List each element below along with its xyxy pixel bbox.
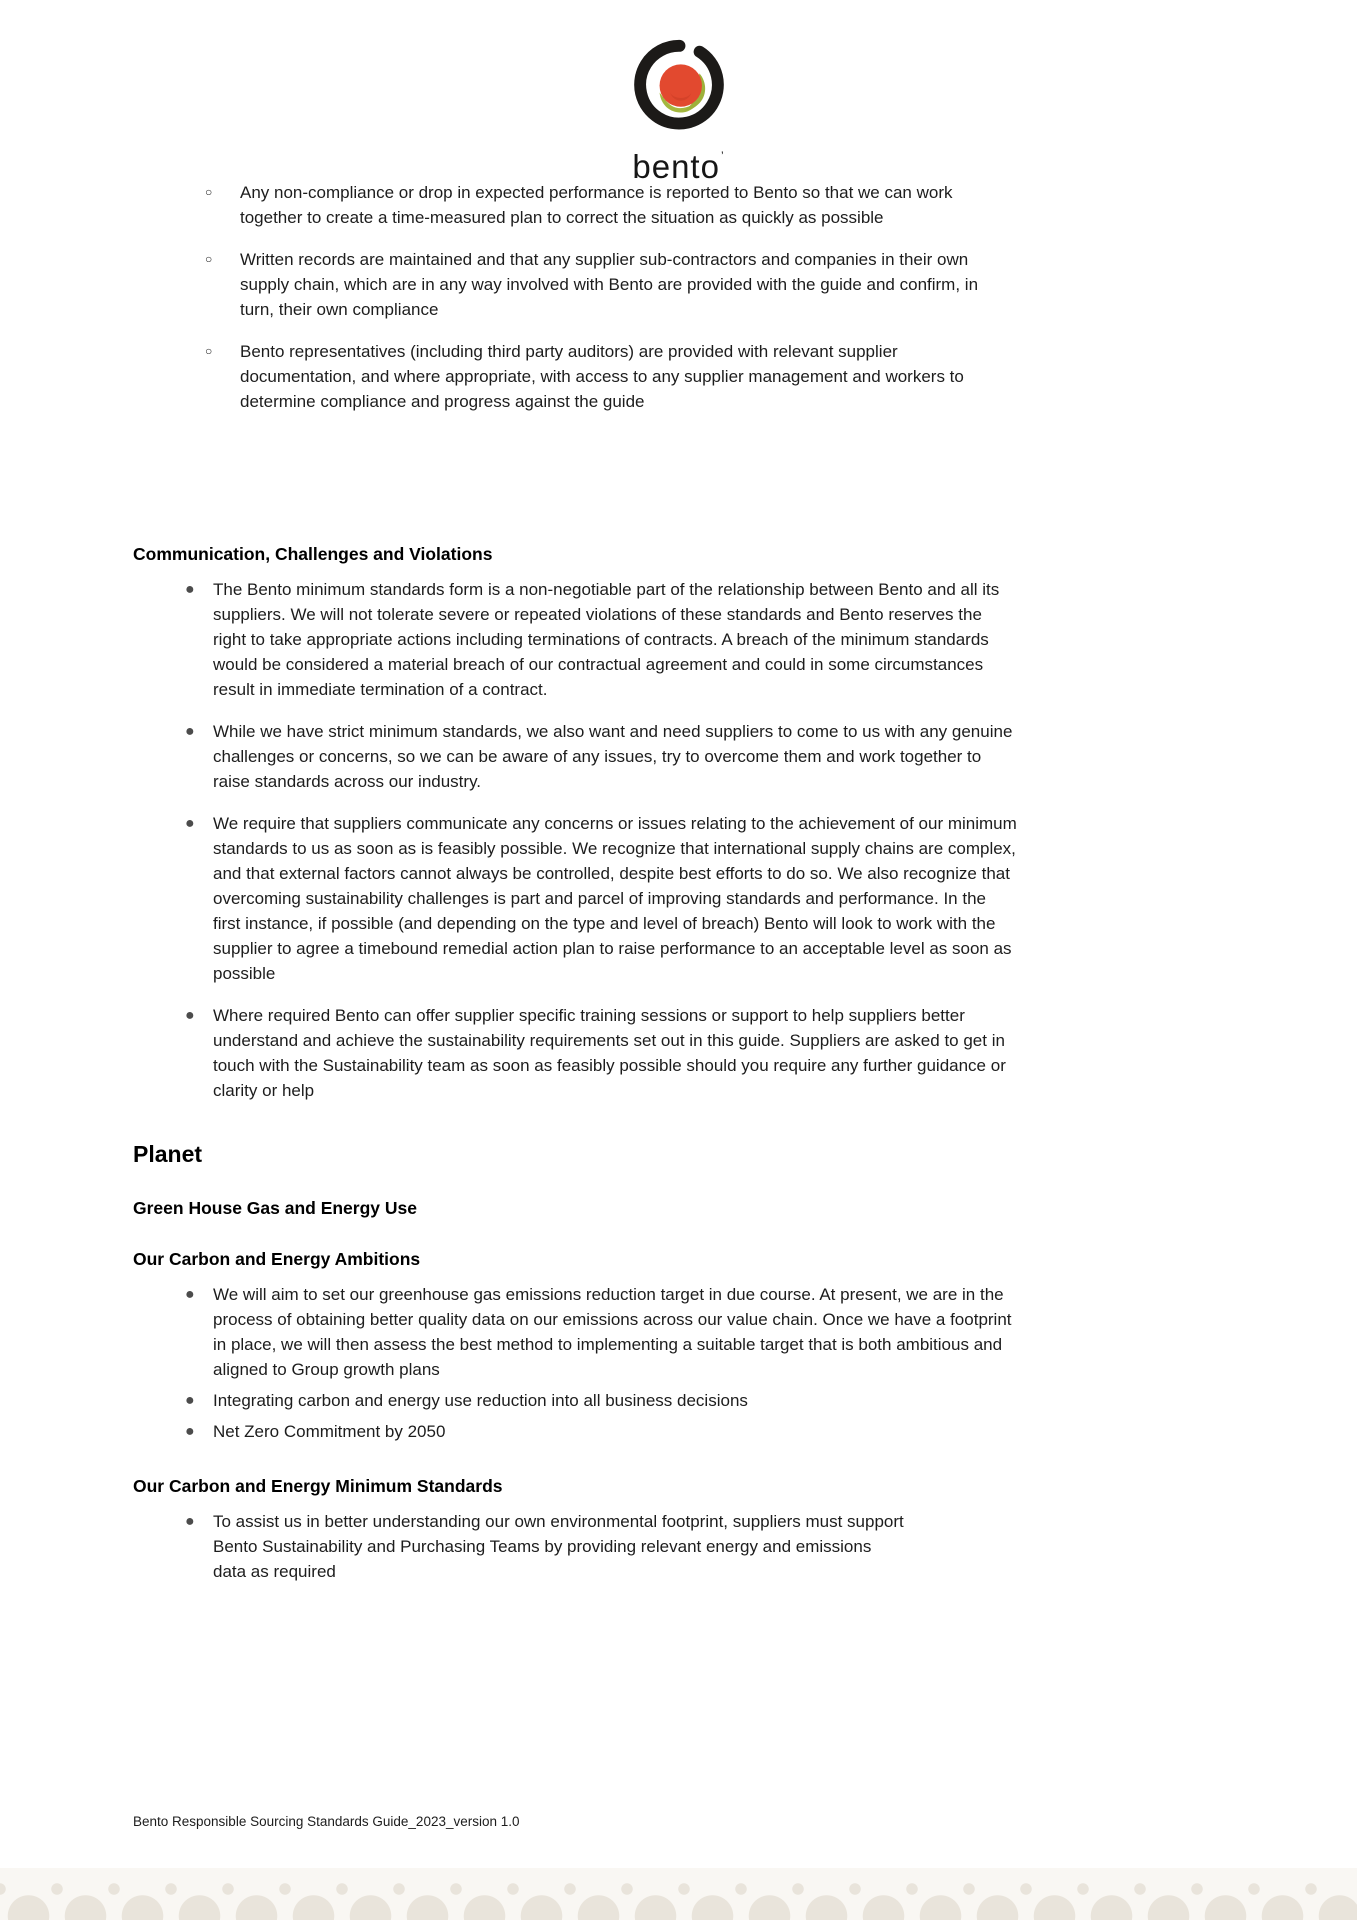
dot-bullet-marker: ● <box>185 1513 195 1530</box>
logo-block <box>0 34 1357 185</box>
list-item <box>185 1509 1053 1584</box>
page-footer <box>133 1813 520 1831</box>
circle-bullet-marker: ○ <box>205 185 213 199</box>
carbon-ambitions-bullet-list <box>185 1282 1053 1444</box>
section-heading-carbon-ambitions: Our Carbon and Energy Ambitions <box>133 1249 421 1269</box>
bullet-text: Bento representatives (including third party auditors) are provided with relevant supplier documentation, and where appropriate, with access to any supplier management and workers to determine compliance and progress against the guide <box>240 342 964 411</box>
logo-wordmark <box>632 138 724 185</box>
list-item <box>185 1388 1053 1413</box>
list-item <box>205 247 1053 322</box>
bullet-text: We will aim to set our greenhouse gas emissions reduction target in due course. At present, we are in the process of obtaining better quality data on our emissions across our value chain. Once we have a footprint in place, we will then assess the best method to implementing a suitable target that is both ambitious and aligned to Group growth plans <box>213 1285 1012 1379</box>
section-heading-communication: Communication, Challenges and Violations <box>133 544 493 564</box>
bullet-text: Integrating carbon and energy use reduction into all business decisions <box>213 1391 748 1410</box>
bullet-text: The Bento minimum standards form is a non-negotiable part of the relationship between Bento and all its suppliers. We will not tolerate severe or repeated violations of these standards and Bento reserves the right to take appropriate actions including terminations of contracts. A breach of the minimum standards would be considered a material breach of our contractual agreement and could in some circumstances result in immediate termination of a contract. <box>213 580 1000 699</box>
list-item <box>185 811 1053 986</box>
list-item <box>185 577 1053 702</box>
list-item <box>185 719 1053 794</box>
intro-sub-bullet-list <box>205 180 1053 414</box>
bullet-text: While we have strict minimum standards, we also want and need suppliers to come to us with any genuine challenges or concerns, so we can be aware of any issues, try to overcome them and work together to raise standards across our industry. <box>213 722 1013 791</box>
bullet-text: To assist us in better understanding our own environmental footprint, suppliers must support Bento Sustainability and Purchasing Teams by providing relevant energy and emissions data as required <box>213 1512 904 1581</box>
decorative-bottom-border <box>0 1868 1357 1920</box>
dot-bullet-marker: ● <box>185 1392 195 1409</box>
bullet-text: Net Zero Commitment by 2050 <box>213 1422 446 1441</box>
list-item <box>205 180 1053 230</box>
section-heading-carbon-minimum-standards: Our Carbon and Energy Minimum Standards <box>133 1476 503 1496</box>
section-heading-planet: Planet <box>133 1141 203 1167</box>
bullet-text: Any non-compliance or drop in expected performance is reported to Bento so that we can work together to create a time-measured plan to correct the situation as quickly as possible <box>240 183 953 227</box>
dot-bullet-marker: ● <box>185 723 195 740</box>
circle-bullet-marker: ○ <box>205 344 213 358</box>
logo-trademark-mark: ’ <box>720 149 725 163</box>
document-content <box>133 180 1053 1584</box>
list-item <box>185 1282 1053 1382</box>
list-item <box>205 339 1053 414</box>
dot-bullet-marker: ● <box>185 581 195 598</box>
footer-document-title: Bento Responsible Sourcing Standards Guide_2023_version 1.0 <box>133 1814 520 1829</box>
dot-bullet-marker: ● <box>185 1007 195 1024</box>
dot-bullet-marker: ● <box>185 1423 195 1440</box>
bullet-text: Where required Bento can offer supplier specific training sessions or support to help suppliers better understand and achieve the sustainability requirements set out in this guide. Suppliers are asked to get in touch with the Sustainability team as soon as feasibly possible should you require any further guidance or clarity or help <box>213 1006 1006 1100</box>
dot-bullet-marker: ● <box>185 815 195 832</box>
bullet-text: Written records are maintained and that any supplier sub-contractors and companies in their own supply chain, which are in any way involved with Bento are provided with the guide and confirm, in turn, their own compliance <box>240 250 979 319</box>
logo-wordmark-text: bento <box>632 148 720 185</box>
dot-bullet-marker: ● <box>185 1286 195 1303</box>
circle-bullet-marker: ○ <box>205 252 213 266</box>
bullet-text: We require that suppliers communicate any concerns or issues relating to the achievement of our minimum standards to us as soon as is feasibly possible. We recognize that international supply chains are complex, and that external factors cannot always be controlled, despite best efforts to do so. We also recognize that overcoming sustainability challenges is part and parcel of improving standards and performance. In the first instance, if possible (and depending on the type and level of breach) Bento will look to work with the supplier to agree a timebound remedial action plan to raise performance to an acceptable level as soon as possible <box>213 814 1017 983</box>
section-heading-ghg: Green House Gas and Energy Use <box>133 1198 417 1218</box>
list-item <box>185 1003 1053 1103</box>
list-item <box>185 1419 1053 1444</box>
bento-logo-icon <box>626 34 732 146</box>
communication-bullet-list <box>185 577 1053 1103</box>
carbon-minimum-standards-bullet-list <box>185 1509 1053 1584</box>
